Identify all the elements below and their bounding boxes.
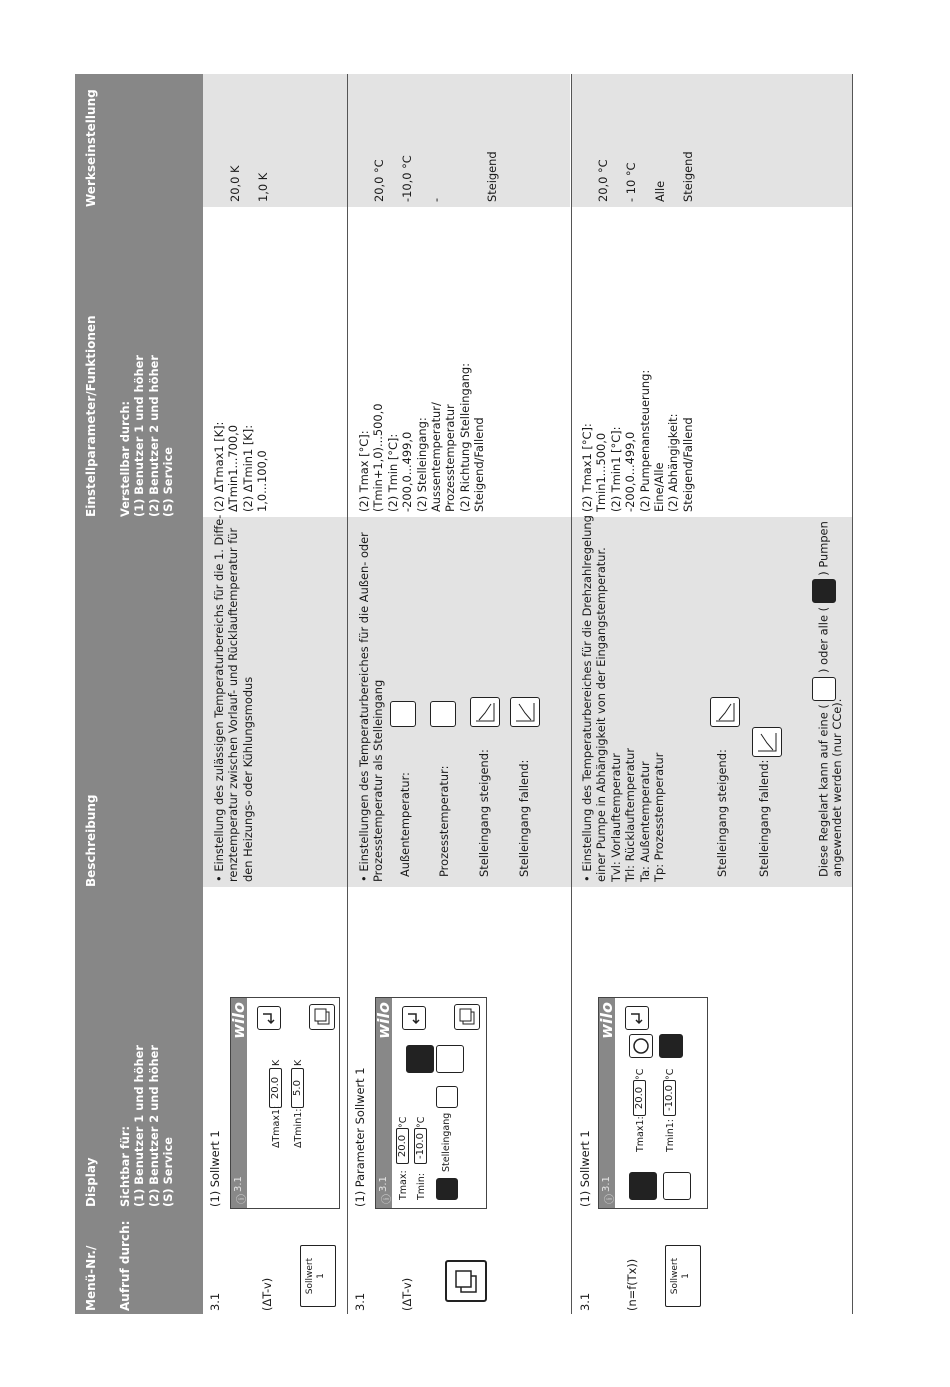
- enter-icon[interactable]: [625, 1006, 649, 1030]
- row3-footer2: angewendet werden (nur CCe).: [830, 698, 844, 877]
- row-divider: [571, 74, 572, 1314]
- fallend-icon[interactable]: [663, 1172, 691, 1200]
- row-divider: [347, 74, 348, 1314]
- label-prozesstemperatur: Prozesstemperatur:: [437, 765, 451, 877]
- verstellbar-list: Verstellbar durch: (1) Benutzer 1 und höher (2) Benutzer 2 und höher (S) Service: [118, 355, 176, 517]
- single-pump-icon: [812, 677, 836, 701]
- sollwert-1-button[interactable]: Sollwert 1: [300, 1245, 336, 1307]
- steigend-graph-icon: [710, 697, 740, 727]
- header-menu-nr: Menü-Nr./: [84, 1245, 98, 1311]
- row3-footer: Diese Regelart kann auf eine ( ) oder alle ( ) Pumpen: [812, 521, 836, 877]
- info-icon: ⓘ: [605, 1194, 616, 1204]
- row3-menu: 3.1: [578, 1292, 592, 1311]
- fallend-graph-icon: [510, 697, 540, 727]
- row3-mode: (n=f(Tx)): [625, 1258, 639, 1311]
- info-icon: ⓘ: [382, 1194, 393, 1204]
- ta-icon: [390, 701, 416, 727]
- back-icon[interactable]: [309, 1004, 335, 1030]
- single-pump-icon[interactable]: [629, 1034, 653, 1058]
- row3-lcd: ⓘ 3.1 wilo Tmax1: 20.0 °C Tmin1: -10.0 °C: [598, 997, 708, 1209]
- fallend-icon[interactable]: [436, 1045, 464, 1073]
- row1-defaults: 20,0 K 1,0 K: [228, 165, 271, 202]
- dtmax1-value[interactable]: 20.0: [269, 1068, 282, 1108]
- row1-lcd: ⓘ 3.1 wilo ΔTmax1: 20.0 K ΔTmin1: 5.0 K: [230, 997, 340, 1209]
- fallend-graph-icon: [752, 727, 782, 757]
- row1-description: • Einstellung des zulässigen Temperaturbereichs für die 1. Diffe- renztemperatur zwischen Vorlauf- und Rücklauftemperatur für den Heizungs- oder Kühlungsmodus: [212, 514, 255, 882]
- header-beschreibung: Beschreibung: [84, 794, 98, 887]
- wilo-logo: wilo: [229, 1002, 248, 1039]
- row1-menu: 3.1: [208, 1292, 222, 1311]
- all-pumps-icon[interactable]: [659, 1034, 683, 1058]
- tmax1-value[interactable]: 20.0: [633, 1080, 646, 1116]
- header-band: [75, 74, 108, 1314]
- tmin1-value[interactable]: -10.0: [663, 1080, 676, 1116]
- row2-lcd: ⓘ 3.1 wilo Tmax: 20.0 °C Tmin: -10.0 °C Stelleingang: [375, 997, 487, 1209]
- row-divider: [852, 74, 853, 1314]
- header-display: Display: [84, 1157, 98, 1207]
- row1-params: (2) ΔTmax1 [K]: ΔTmin1...700,0 (2) ΔTmin1 [K]: 1,0...100,0: [212, 421, 270, 512]
- aufruf-label: Aufruf durch:: [118, 1220, 132, 1311]
- row3-defaults: 20,0 °C - 10 °C Alle Steigend: [596, 151, 696, 202]
- row2-params: (2) Tmax [°C]: (Tmin+1,0)...500,0 (2) Tmin [°C]: -200,0...499,0 (2) Stelleingang: Aussentemperatur/ Prozesstemperatur (2) Richtung Stelleingang: Steigend/Fallend: [357, 363, 487, 512]
- row1-mode: (ΔT-v): [260, 1277, 274, 1311]
- label-fallend: Stelleingang fallend:: [517, 759, 531, 877]
- steigend-graph-icon: [470, 697, 500, 727]
- sichtbar-list: Sichtbar für: (1) Benutzer 1 und höher (2) Benutzer 2 und höher (S) Service: [118, 1045, 176, 1207]
- label-aussentemperatur: Außentemperatur:: [398, 772, 412, 877]
- header-werkseinstellung: Werkseinstellung: [84, 89, 98, 207]
- row1-display-caption: (1) Sollwert 1: [208, 1130, 222, 1207]
- dtmin1-value[interactable]: 5.0: [291, 1068, 304, 1108]
- label-fallend: Stelleingang fallend:: [757, 759, 771, 877]
- aussentemperatur-icon[interactable]: [436, 1178, 458, 1200]
- wilo-logo: wilo: [374, 1002, 393, 1039]
- row2-defaults: 20,0 °C -10,0 °C - Steigend: [372, 151, 500, 202]
- enter-icon[interactable]: [257, 1006, 281, 1030]
- row2-description: • Einstellungen des Temperaturbereiches für die Außen- oder Prozesstemperatur als Stelleingang: [357, 532, 386, 882]
- header-einstellparameter: Einstellparameter/Funktionen: [84, 315, 98, 517]
- row2-menu: 3.1: [353, 1292, 367, 1311]
- steigend-icon[interactable]: [406, 1045, 434, 1073]
- row3-display-caption: (1) Sollwert 1: [578, 1130, 592, 1207]
- row3-description: • Einstellung des Temperaturbereiches für die Drehzahlregelung einer Pumpe in Abhängigkeit von der Eingangstemperatur. Tvl: Vorlauftemperatur Trl: Rücklauftemperatur Ta: Außentemperatur Tp: Prozesstemperatur: [580, 515, 667, 882]
- all-pumps-icon: [812, 579, 836, 603]
- row3-params: (2) Tmax1 [°C]: Tmin1...500,0 (2) Tmin1 [°C]: -200,0...499,0 (2) Pumpenansteuerung: Eine/Alle (2) Abhängigkeit: Steigend/Fallend: [580, 369, 695, 512]
- label-steigend: Stelleingang steigend:: [715, 749, 729, 877]
- sollwert-1-button[interactable]: Sollwert 1: [665, 1245, 701, 1307]
- row2-mode: (ΔT-v): [400, 1277, 414, 1311]
- prozesstemperatur-icon[interactable]: [436, 1086, 458, 1108]
- tmin-value[interactable]: -10.0: [414, 1128, 427, 1164]
- label-steigend: Stelleingang steigend:: [477, 749, 491, 877]
- tmax-value[interactable]: 20.0: [396, 1128, 409, 1164]
- steigend-icon[interactable]: [629, 1172, 657, 1200]
- enter-icon[interactable]: [402, 1006, 426, 1030]
- row2-display-caption: (1) Parameter Sollwert 1: [353, 1067, 367, 1207]
- back-icon[interactable]: [454, 1004, 480, 1030]
- wilo-logo: wilo: [597, 1002, 616, 1039]
- info-icon: ⓘ: [237, 1194, 248, 1204]
- tp-icon: [430, 701, 456, 727]
- parameter-button-icon[interactable]: [445, 1260, 487, 1302]
